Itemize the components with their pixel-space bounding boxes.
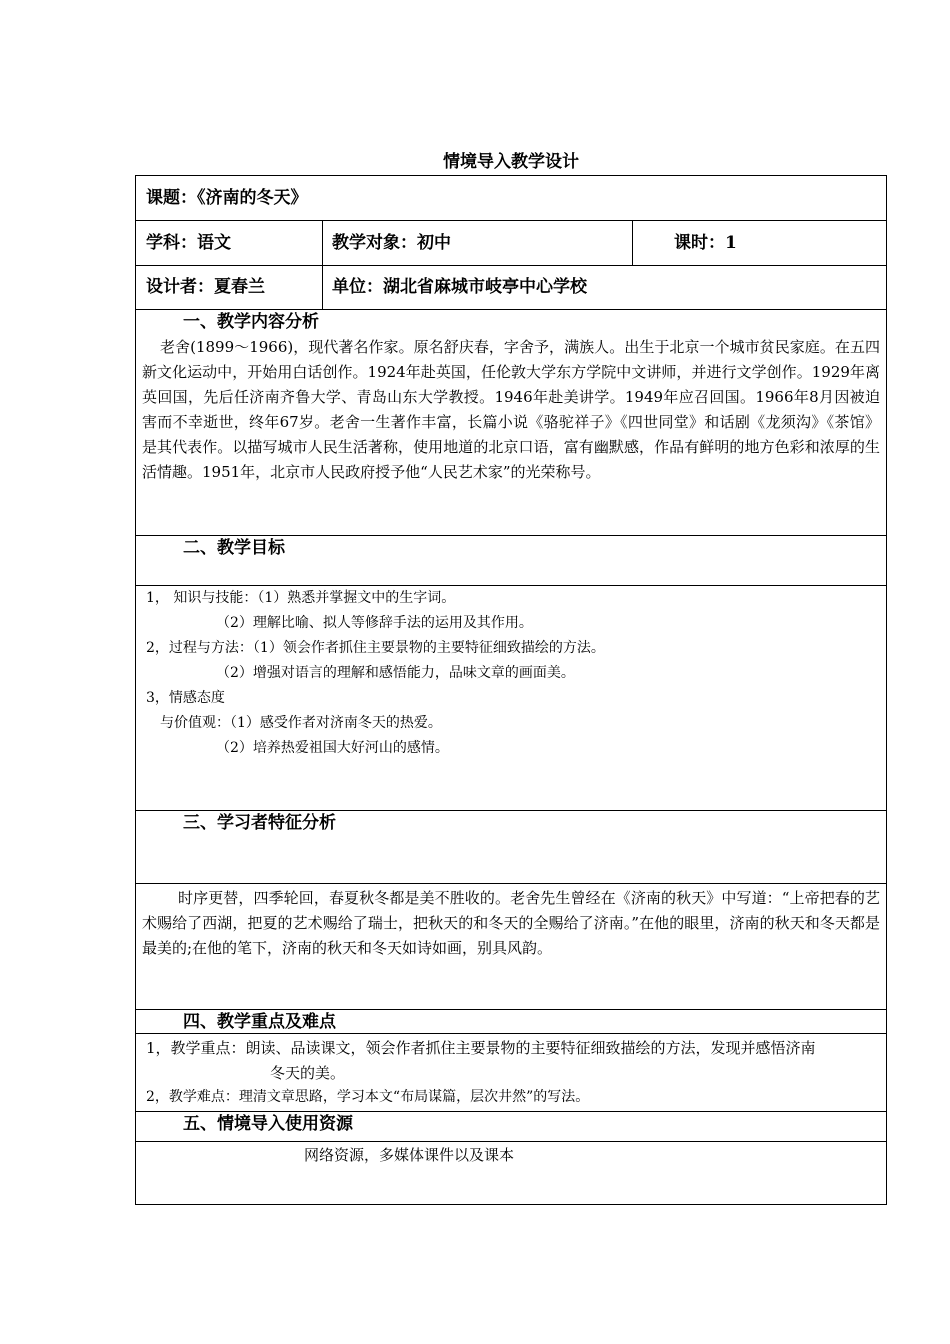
- subject-cell: 学科：语文: [146, 233, 231, 253]
- rule: [136, 585, 886, 586]
- rule: [136, 220, 886, 221]
- section-heading-resources: 五、情境导入使用资源: [183, 1114, 353, 1134]
- rule: [136, 883, 886, 884]
- goal-line: （2）理解比喻、拟人等修辞手法的运用及其作用。: [216, 615, 533, 631]
- topic-cell: 课题：《济南的冬天》: [146, 188, 308, 208]
- rule: [136, 265, 886, 266]
- rule: [136, 1033, 886, 1034]
- goal-line: （2）培养热爱祖国大好河山的感情。: [216, 740, 449, 756]
- difficulty-line: 2，教学难点：理清文章思路，学习本文“布局谋篇，层次井然”的写法。: [146, 1089, 590, 1105]
- rule: [136, 810, 886, 811]
- rule-vertical: [632, 220, 633, 265]
- section-heading-content-analysis: 一、教学内容分析: [183, 312, 319, 332]
- goal-line: 3，情感态度: [146, 690, 225, 706]
- section-heading-learner-analysis: 三、学习者特征分析: [183, 813, 336, 833]
- designer-cell: 设计者：夏春兰: [146, 277, 265, 297]
- goal-line: 2，过程与方法：（1）领会作者抓住主要景物的主要特征细致描绘的方法。: [146, 640, 605, 656]
- resources-text: 网络资源，多媒体课件以及课本: [304, 1146, 515, 1164]
- document-title: 情境导入教学设计: [443, 152, 579, 172]
- hours-cell: 课时：1: [674, 233, 737, 253]
- lesson-plan-table: [135, 175, 887, 1205]
- rule-top: [136, 175, 886, 176]
- goal-line: 与价值观：（1）感受作者对济南冬天的热爱。: [160, 715, 442, 731]
- rule-vertical: [322, 220, 323, 309]
- rule: [136, 309, 886, 310]
- section-heading-key-points: 四、教学重点及难点: [183, 1012, 336, 1032]
- audience-cell: 教学对象：初中: [332, 233, 451, 253]
- section-heading-teaching-goals: 二、教学目标: [183, 538, 285, 558]
- content-analysis-text: 老舍(1899～1966)，现代著名作家。原名舒庆春，字舍予，满族人。出生于北京一个城市贫民家庭。在五四新文化运动中，开始用白话创作。1924年赴英国，任伦敦大学东方学院中文讲师，并进行文学创作。1929年离英回国，先后任济南齐鲁大学、青岛山东大学教授。1946年赴美讲学。1949年应召回国。1966年8月因被迫害而不幸逝世，终年67岁。老舍一生著作丰富，长篇小说《骆驼祥子》《四世同堂》和话剧《龙须沟》《茶馆》是其代表作。以描写城市人民生活著称，使用地道的北京口语，富有幽默感，作品有鲜明的地方色彩和浓厚的生活情趣。1951年，北京市人民政府授予他“人民艺术家”的光荣称号。: [142, 338, 880, 481]
- key-point-line: 1，教学重点：朗读、品读课文，领会作者抓住主要景物的主要特征细致描绘的方法，发现并感悟济南: [146, 1039, 816, 1057]
- rule: [136, 1111, 886, 1112]
- rule: [136, 535, 886, 536]
- rule: [136, 1141, 886, 1142]
- goal-line: 1， 知识与技能：（1）熟悉并掌握文中的生字词。: [146, 590, 456, 606]
- key-point-line: 冬天的美。: [270, 1064, 346, 1082]
- goal-line: （2）增强对语言的理解和感悟能力，品味文章的画面美。: [216, 665, 575, 681]
- rule: [136, 1009, 886, 1010]
- unit-cell: 单位：湖北省麻城市岐亭中心学校: [332, 277, 587, 297]
- learner-analysis-text: 时序更替，四季轮回，春夏秋冬都是美不胜收的。老舍先生曾经在《济南的秋天》中写道：“上帝把春的艺术赐给了西湖，把夏的艺术赐给了瑞士，把秋天的和冬天的全赐给了济南。”在他的眼里，济南的秋天和冬天都是最美的;在他的笔下，济南的秋天和冬天如诗如画，别具风韵。: [142, 889, 880, 957]
